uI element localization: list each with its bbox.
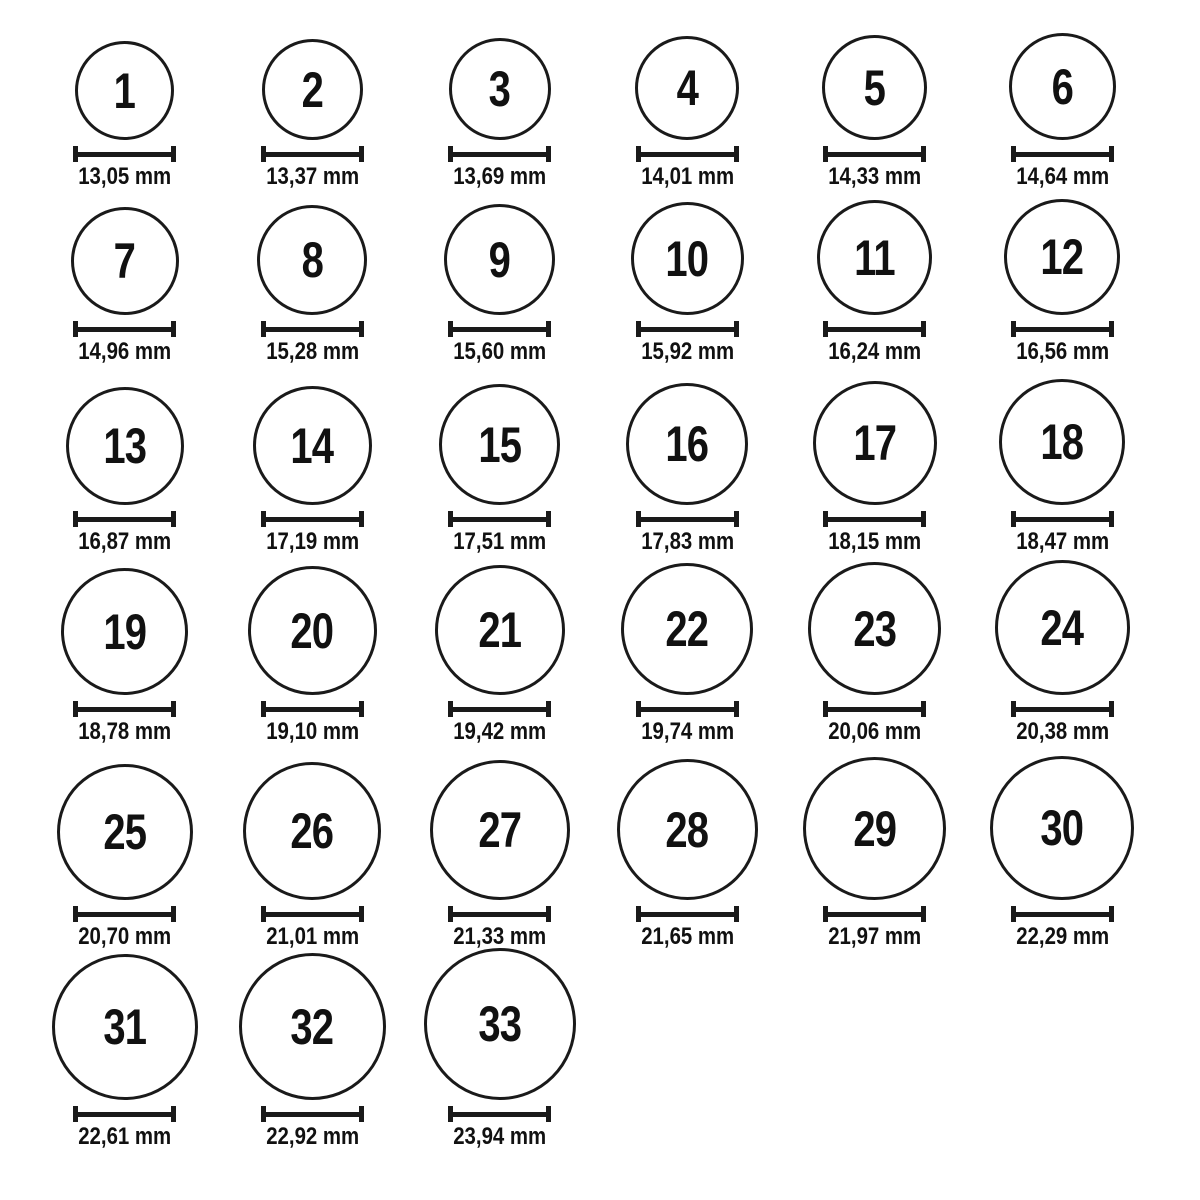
diameter-ruler [261,321,364,337]
ruler-right-tick [734,321,739,337]
ring-circle [449,38,551,140]
ruler-line [266,517,359,522]
ring-circle [817,200,932,315]
ring-size-number: 27 [478,802,522,858]
ring-size-number: 32 [290,998,334,1055]
ring-circle [999,379,1125,505]
ruler-right-tick [359,1106,364,1122]
ruler-line [453,1112,546,1117]
ring-size-item [781,555,969,745]
diameter-label: 21,33 mm [453,923,547,950]
ring-circle [61,568,188,695]
ruler-right-tick [359,906,364,922]
ring-size-number: 9 [489,231,511,288]
ruler-line [453,707,546,712]
ring-size-item [406,950,594,1150]
ring-size-item [781,365,969,555]
ring-size-number: 30 [1040,800,1084,856]
ring-circle [990,756,1134,900]
ruler-line [1016,327,1109,332]
ring-size-number: 4 [676,60,698,116]
diameter-ruler [261,906,364,922]
diameter-label: 13,05 mm [78,163,172,190]
ruler-line [453,517,546,522]
ruler-right-tick [359,146,364,162]
diameter-ruler [73,701,176,717]
diameter-ruler [636,906,739,922]
ruler-line [1016,912,1109,917]
ring-circle [75,41,174,140]
ruler-line [453,327,546,332]
ring-circle [257,205,367,315]
ruler-right-tick [171,1106,176,1122]
diameter-ruler [261,701,364,717]
ruler-line [641,152,734,157]
ring-size-item [969,745,1157,950]
ruler-line [78,327,171,332]
ring-size-item [969,365,1157,555]
ring-size-item [594,555,782,745]
ring-circle [57,764,193,900]
ruler-right-tick [1109,511,1114,527]
ring-circle [435,565,565,695]
diameter-label: 20,38 mm [1015,718,1109,745]
ring-size-number: 2 [301,61,323,118]
ruler-right-tick [359,701,364,717]
ring-circle [439,384,560,505]
ruler-right-tick [546,906,551,922]
ruler-line [78,152,171,157]
ruler-line [78,517,171,522]
ruler-right-tick [1109,906,1114,922]
ring-size-number: 23 [853,600,897,657]
ring-size-number: 22 [665,601,709,657]
diameter-ruler [823,321,926,337]
ring-size-item [219,950,407,1150]
diameter-ruler [73,1106,176,1122]
ring-size-number: 10 [665,230,709,287]
ring-size-number: 21 [478,602,522,658]
diameter-label: 19,10 mm [265,718,359,745]
ring-circle [995,560,1130,695]
ring-size-item [31,745,219,950]
diameter-label: 17,19 mm [265,528,359,555]
ring-size-number: 16 [665,416,709,472]
diameter-label: 18,15 mm [828,528,922,555]
diameter-label: 21,65 mm [640,923,734,950]
diameter-ruler [823,906,926,922]
ruler-right-tick [921,321,926,337]
diameter-ruler [823,701,926,717]
diameter-ruler [448,511,551,527]
diameter-ruler [73,146,176,162]
ruler-line [266,152,359,157]
diameter-ruler [448,701,551,717]
ring-size-item [219,2,407,190]
ring-circle [66,387,184,505]
ruler-right-tick [546,701,551,717]
ruler-line [828,912,921,917]
ring-circle [243,762,381,900]
ring-circle [631,202,744,315]
ruler-right-tick [171,906,176,922]
ring-circle [808,562,941,695]
ruler-right-tick [359,321,364,337]
diameter-label: 23,94 mm [453,1123,547,1150]
ring-size-item [406,365,594,555]
diameter-ruler [636,511,739,527]
diameter-label: 18,47 mm [1015,528,1109,555]
ruler-right-tick [359,511,364,527]
ring-size-number: 8 [301,232,323,288]
diameter-label: 13,37 mm [265,163,359,190]
diameter-label: 21,97 mm [828,923,922,950]
ring-size-item [594,2,782,190]
ring-circle [626,383,748,505]
ring-size-item [31,190,219,365]
ruler-right-tick [546,1106,551,1122]
ring-size-item [406,190,594,365]
ruler-line [828,517,921,522]
ring-circle [253,386,372,505]
ring-size-item [594,365,782,555]
diameter-ruler [261,146,364,162]
ruler-line [266,707,359,712]
ring-size-item [31,555,219,745]
diameter-label: 19,42 mm [453,718,547,745]
diameter-ruler [73,906,176,922]
ruler-right-tick [921,146,926,162]
ring-size-number: 20 [290,602,334,659]
ring-size-item [219,365,407,555]
ring-size-item [594,745,782,950]
ring-size-item [31,2,219,190]
ruler-line [266,327,359,332]
ruler-line [828,707,921,712]
ruler-right-tick [1109,321,1114,337]
ruler-line [78,912,171,917]
diameter-label: 15,60 mm [453,338,547,365]
ring-size-item [969,555,1157,745]
ruler-line [828,327,921,332]
ruler-right-tick [546,146,551,162]
diameter-label: 14,33 mm [828,163,922,190]
diameter-label: 22,29 mm [1015,923,1109,950]
ring-size-number: 3 [489,61,511,117]
ruler-right-tick [734,511,739,527]
ruler-right-tick [921,511,926,527]
ring-size-item [781,745,969,950]
ruler-line [453,152,546,157]
ruler-right-tick [734,701,739,717]
diameter-ruler [73,511,176,527]
ring-size-item [219,190,407,365]
ring-size-number: 7 [114,233,136,289]
ring-size-number: 13 [103,418,147,474]
ruler-right-tick [1109,701,1114,717]
diameter-ruler [1011,146,1114,162]
ring-size-item [406,745,594,950]
ring-circle [239,953,386,1100]
ring-size-number: 19 [103,603,147,660]
ruler-right-tick [171,321,176,337]
ring-size-number: 1 [114,62,136,119]
diameter-ruler [261,511,364,527]
ring-size-number: 15 [478,416,522,473]
ring-size-number: 25 [103,804,147,860]
ruler-right-tick [171,146,176,162]
ring-size-item [31,950,219,1150]
diameter-label: 22,92 mm [265,1123,359,1150]
ruler-right-tick [546,511,551,527]
ring-circle [1004,199,1120,315]
ruler-line [78,1112,171,1117]
ruler-right-tick [734,146,739,162]
ruler-right-tick [921,701,926,717]
diameter-label: 14,01 mm [640,163,734,190]
ring-circle [52,954,198,1100]
ruler-line [1016,152,1109,157]
diameter-label: 22,61 mm [78,1123,172,1150]
ring-size-number: 28 [665,801,709,858]
ring-size-number: 12 [1040,229,1084,285]
diameter-label: 15,92 mm [640,338,734,365]
ring-size-item [781,2,969,190]
diameter-label: 20,70 mm [78,923,172,950]
ring-size-number: 17 [853,415,897,471]
diameter-ruler [636,146,739,162]
diameter-label: 16,87 mm [78,528,172,555]
ring-circle [635,36,739,140]
ruler-right-tick [734,906,739,922]
ruler-line [453,912,546,917]
diameter-ruler [448,906,551,922]
ruler-line [266,912,359,917]
diameter-ruler [1011,511,1114,527]
ring-size-item [219,745,407,950]
ring-circle [248,566,377,695]
ring-size-item [781,190,969,365]
ruler-line [641,707,734,712]
ruler-line [266,1112,359,1117]
diameter-label: 14,96 mm [78,338,172,365]
ruler-line [641,912,734,917]
ruler-line [641,517,734,522]
ruler-line [641,327,734,332]
ring-circle [71,207,179,315]
diameter-label: 21,01 mm [265,923,359,950]
diameter-ruler [73,321,176,337]
ring-size-item [594,190,782,365]
ruler-line [1016,707,1109,712]
ring-size-number: 29 [853,800,897,857]
diameter-label: 16,56 mm [1015,338,1109,365]
ring-circle [803,757,946,900]
ruler-right-tick [171,701,176,717]
ring-size-number: 6 [1051,58,1073,115]
ring-size-item [406,555,594,745]
diameter-ruler [823,511,926,527]
diameter-ruler [1011,906,1114,922]
diameter-label: 19,74 mm [640,718,734,745]
diameter-label: 20,06 mm [828,718,922,745]
diameter-ruler [636,701,739,717]
ring-circle [424,948,576,1100]
diameter-ruler [1011,701,1114,717]
diameter-label: 14,64 mm [1015,163,1109,190]
ring-circle [1009,33,1116,140]
ring-circle [822,35,927,140]
ring-circle [430,760,570,900]
ring-circle [621,563,753,695]
ring-size-number: 24 [1040,599,1084,656]
ring-size-number: 18 [1040,414,1084,470]
ring-circle [813,381,937,505]
ring-size-item [969,2,1157,190]
ruler-right-tick [1109,146,1114,162]
ruler-line [828,152,921,157]
ruler-right-tick [546,321,551,337]
diameter-ruler [448,321,551,337]
diameter-ruler [448,1106,551,1122]
ruler-right-tick [171,511,176,527]
ring-size-number: 14 [290,417,334,474]
diameter-ruler [823,146,926,162]
diameter-label: 18,78 mm [78,718,172,745]
ring-size-number: 5 [864,59,886,116]
ring-size-item [969,190,1157,365]
ruler-line [1016,517,1109,522]
diameter-label: 17,51 mm [453,528,547,555]
ruler-line [78,707,171,712]
ring-circle [262,39,363,140]
ring-size-item [31,365,219,555]
diameter-label: 16,24 mm [828,338,922,365]
ring-circle [444,204,555,315]
diameter-ruler [1011,321,1114,337]
ring-size-number: 31 [103,999,147,1055]
diameter-label: 17,83 mm [640,528,734,555]
diameter-ruler [448,146,551,162]
diameter-ruler [261,1106,364,1122]
diameter-ruler [636,321,739,337]
ring-size-item [406,2,594,190]
ruler-right-tick [921,906,926,922]
ring-size-number: 33 [478,996,522,1052]
ring-size-number: 11 [854,229,896,286]
ring-size-item [219,555,407,745]
ring-circle [617,759,758,900]
diameter-label: 13,69 mm [453,163,547,190]
ring-size-number: 26 [290,803,334,859]
diameter-label: 15,28 mm [265,338,359,365]
